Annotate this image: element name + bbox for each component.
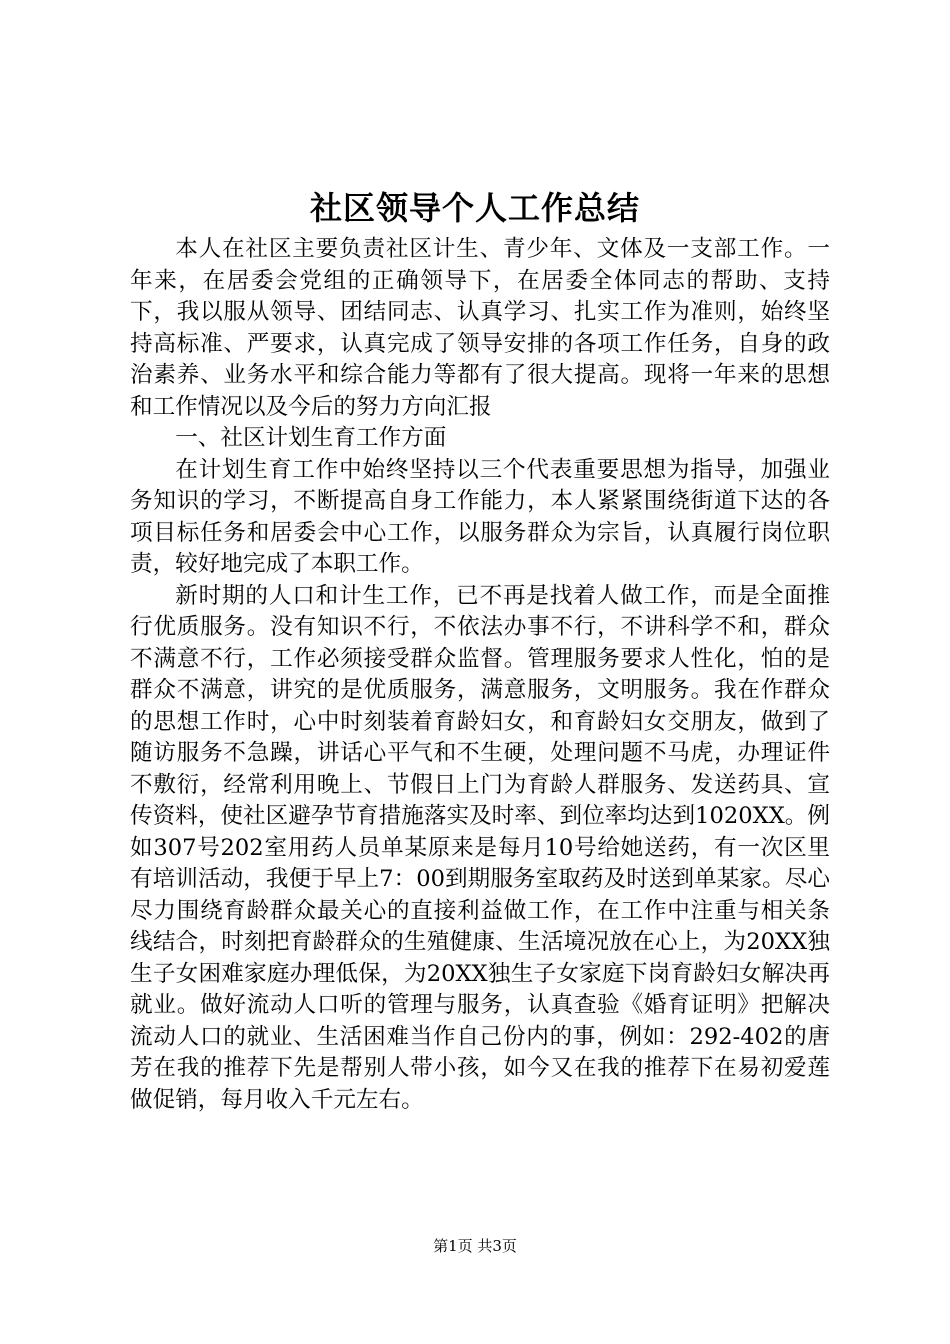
paragraph-new-era-work: 新时期的人口和计生工作，已不再是找着人做工作，而是全面推行优质服务。没有知识不行，不依法办事不行，不讲科学不和，群众不满意不行，工作必须接受群众监督。管理服务要求人性化，怕的是群众不满意，讲究的是优质服务，满意服务，文明服务。我在作群众的思想工作时，心中时刻装着育龄妇女，和育龄妇女交朋友，做到了随访服务不急躁，讲话心平气和不生硬，处理问题不马虎，办理证件不敷衍，经常利用晚上、节假日上门为育龄人群服务、发送药具、宣传资料，使社区避孕节育措施落实及时率、到位率均达到1020XX。例如307号202室用药人员单某原来是每月10号给她送药，有一次区里有培训活动，我便于早上7：00到期服务室取药及时送到单某家。尽心尽力围绕育龄群众最关心的直接利益做工作，在工作中注重与相关条线结合，时刻把育龄群众的生殖健康、生活境况放在心上，为20XX独生子女困难家庭办理低保，为20XX独生子女家庭下岗育龄妇女解决再就业。做好流动人口听的管理与服务，认真查验《婚育证明》把解决流动人口的就业、生活困难当作自己份内的事，例如：292-402的唐芳在我的推荐下先是帮别人带小孩，如今又在我的推荐下在易初爱莲做促销，每月收入千元左右。 [130, 582, 830, 1113]
document-body [130, 234, 830, 1116]
document-title: 社区领导个人工作总结 [309, 189, 640, 227]
paragraph-family-planning: 在计划生育工作中始终坚持以三个代表重要思想为指导，加强业务知识的学习，不断提高自身工作能力，本人紧紧围绕街道下达的各项目标任务和居委会中心工作，以服务群众为宗旨，认真履行岗位职责，较好地完成了本职工作。 [130, 456, 830, 577]
page-number: 第1页 共3页 [433, 1237, 517, 1255]
section-heading: 一、社区计划生育工作方面 [175, 425, 447, 451]
paragraph-intro: 本人在社区主要负责社区计生、青少年、文体及一支部工作。一年来，在居委会党组的正确领导下，在居委全体同志的帮助、支持下，我以服从领导、团结同志、认真学习、扎实工作为准则，始终坚持高标准、严要求，认真完成了领导安排的各项工作任务，自身的政治素养、业务水平和综合能力等都有了很大提高。现将一年来的思想和工作情况以及今后的努力方向汇报 [130, 236, 830, 420]
